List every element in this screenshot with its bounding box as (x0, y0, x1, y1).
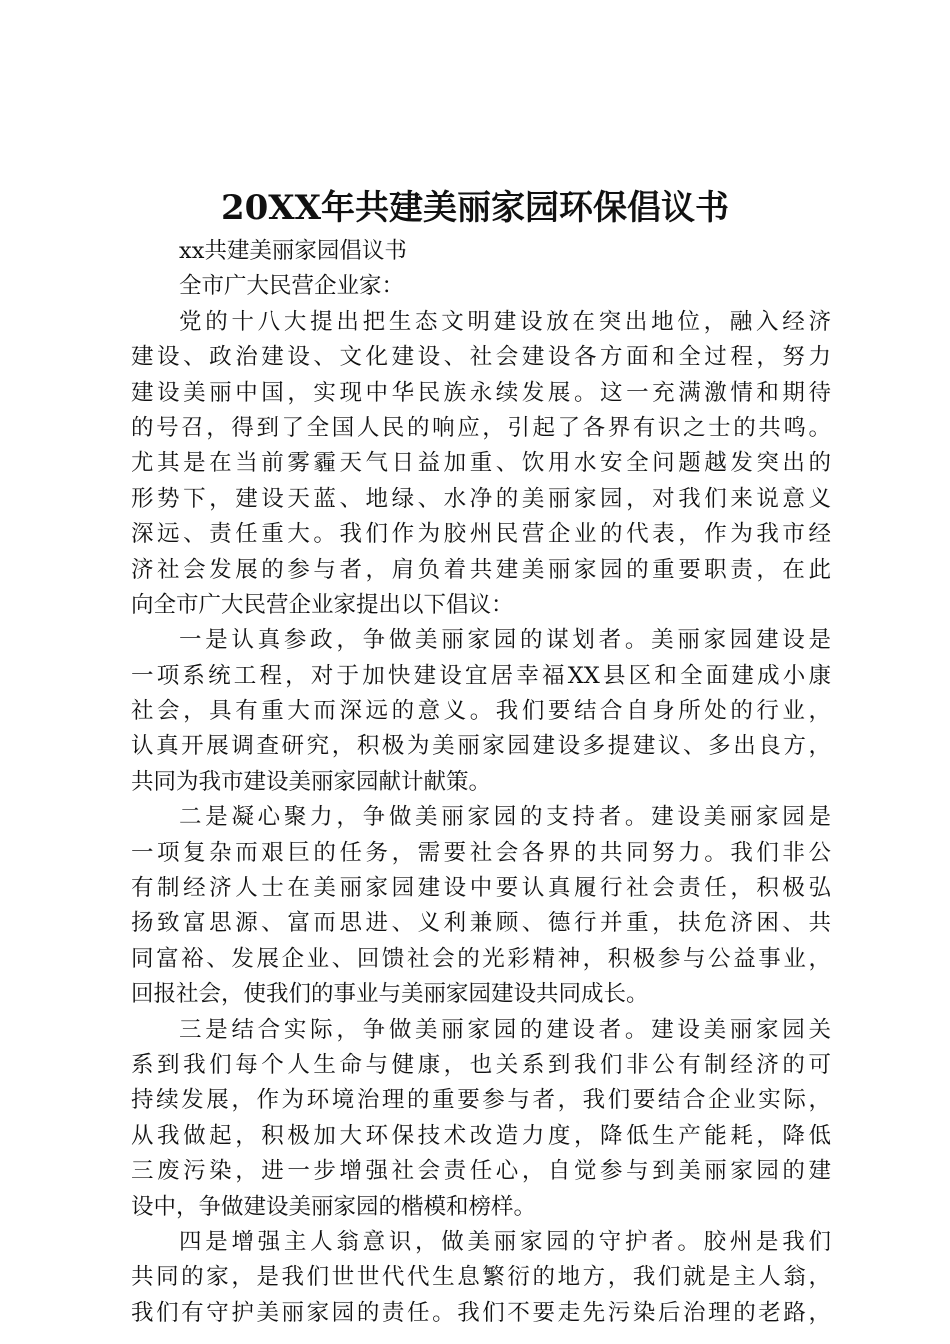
paragraph-line: 同富裕、发展企业、回馈社会的光彩精神，积极参与公益事业， (131, 945, 831, 972)
document-body (131, 234, 831, 1331)
paragraph-line: 有制经济人士在美丽家园建设中要认真履行社会责任，积极弘 (131, 875, 831, 902)
paragraph-line: 设中，争做建设美丽家园的楷模和榜样。 (131, 1193, 537, 1220)
paragraph-5 (131, 1225, 831, 1331)
paragraph-line: 四是增强主人翁意识，做美丽家园的守护者。胶州是我们 (179, 1228, 831, 1255)
paragraph-line: 共同为我市建设美丽家园献计献策。 (131, 768, 492, 795)
paragraph-line: 社会，具有重大而深远的意义。我们要结合自身所处的行业， (131, 698, 831, 725)
paragraph-line: 尤其是在当前雾霾天气日益加重、饮用水安全问题越发突出的 (131, 450, 831, 477)
paragraph-line: 共同的家，是我们世世代代生息繁衍的地方，我们就是主人翁， (131, 1264, 831, 1291)
paragraph-line: 深远、责任重大。我们作为胶州民营企业的代表，作为我市经 (131, 521, 831, 548)
paragraph-line: 三是结合实际，争做美丽家园的建设者。建设美丽家园关 (179, 1016, 831, 1043)
paragraph-line: 形势下，建设天蓝、地绿、水净的美丽家园，对我们来说意义 (131, 485, 831, 512)
paragraph-line: 建设、政治建设、文化建设、社会建设各方面和全过程，努力 (131, 344, 831, 371)
paragraph-3 (131, 800, 831, 1012)
paragraph-1 (131, 305, 831, 624)
paragraph-line: 系到我们每个人生命与健康，也关系到我们非公有制经济的可 (131, 1051, 831, 1078)
paragraph-line: 向全市广大民营企业家提出以下倡议： (131, 591, 514, 618)
paragraph-4 (131, 1013, 831, 1225)
paragraph-line: 的号召，得到了全国人民的响应，引起了各界有识之士的共鸣。 (131, 414, 831, 441)
paragraph-line: 我们有守护美丽家园的责任。我们不要走先污染后治理的老路， (131, 1299, 831, 1326)
document-title: 20XX年共建美丽家园环保倡议书 (220, 188, 730, 228)
paragraph-line: 济社会发展的参与者，肩负着共建美丽家园的重要职责，在此 (131, 556, 831, 583)
document-subtitle: xx共建美丽家园倡议书 (179, 238, 407, 264)
paragraph-line: 三废污染，进一步增强社会责任心，自觉参与到美丽家园的建 (131, 1158, 831, 1185)
paragraph-line: 回报社会，使我们的事业与美丽家园建设共同成长。 (131, 981, 649, 1008)
paragraph-line: 一是认真参政，争做美丽家园的谋划者。美丽家园建设是 (179, 627, 831, 654)
paragraph-line: 从我做起，积极加大环保技术改造力度，降低生产能耗，降低 (131, 1122, 831, 1149)
paragraph-line: 扬致富思源、富而思进、义利兼顾、德行并重，扶危济困、共 (131, 910, 831, 937)
paragraph-line: 党的十八大提出把生态文明建设放在突出地位，融入经济 (179, 308, 831, 335)
paragraph-line: 认真开展调查研究，积极为美丽家园建设多提建议、多出良方， (131, 733, 831, 760)
salutation: 全市广大民营企业家： (179, 273, 405, 300)
paragraph-line: 二是凝心聚力，争做美丽家园的支持者。建设美丽家园是 (179, 804, 831, 831)
paragraph-line: 建设美丽中国，实现中华民族永续发展。这一充满激情和期待 (131, 379, 831, 406)
paragraph-2 (131, 623, 831, 800)
paragraph-line: 持续发展，作为环境治理的重要参与者，我们要结合企业实际， (131, 1087, 831, 1114)
paragraph-line: 一项复杂而艰巨的任务，需要社会各界的共同努力。我们非公 (131, 839, 831, 866)
paragraph-line: 一项系统工程，对于加快建设宜居幸福XX县区和全面建成小康 (131, 662, 831, 689)
